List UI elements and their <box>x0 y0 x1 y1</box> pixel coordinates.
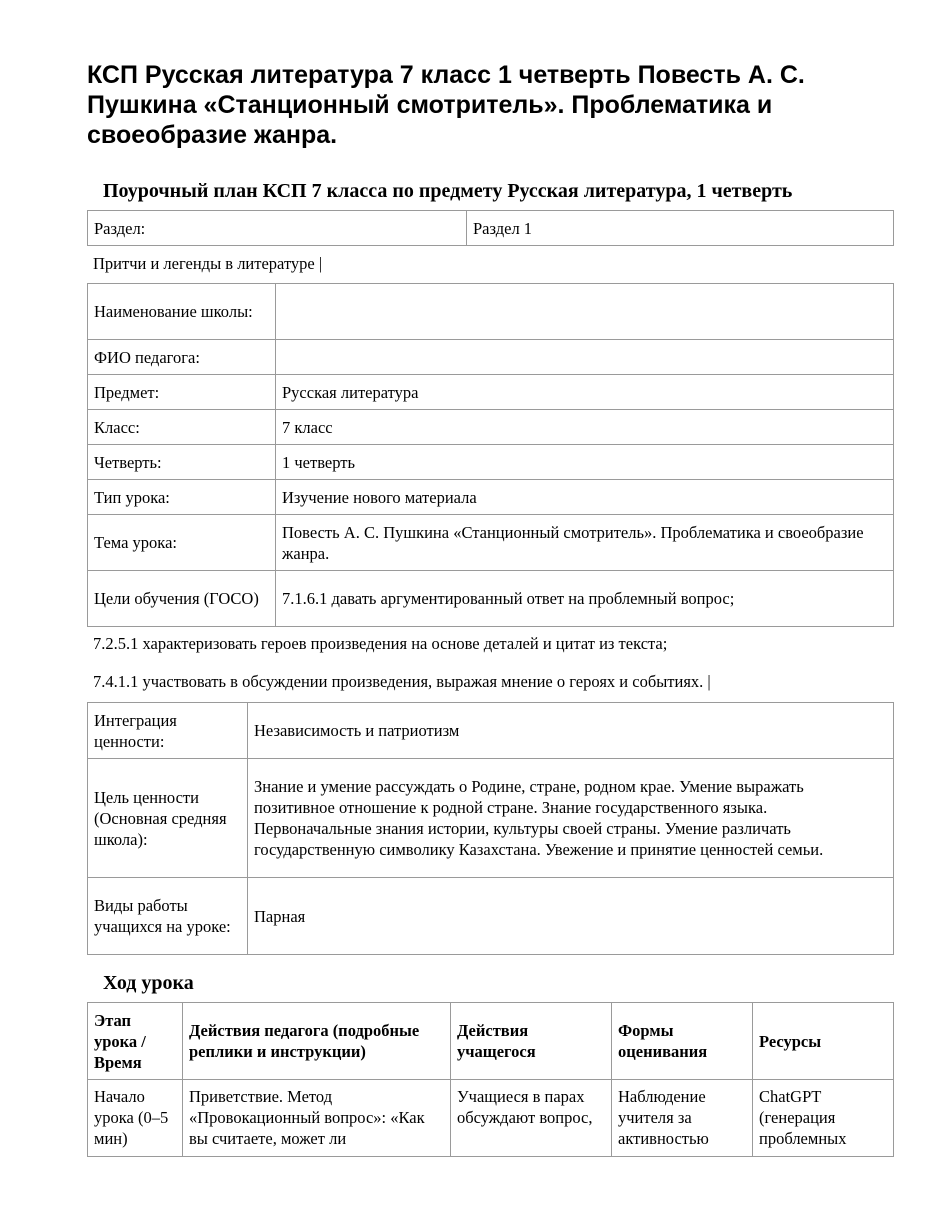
values-label: Цель ценности (Основная средняя школа): <box>88 759 248 878</box>
info-label: Класс: <box>88 410 276 445</box>
info-value: Повесть А. С. Пушкина «Станционный смотритель». Проблематика и своеобразие жанра. <box>276 515 894 571</box>
info-label: Наименование школы: <box>88 284 276 340</box>
goal-line: 7.2.5.1 характеризовать героев произведения на основе деталей и цитат из текста; <box>93 634 668 653</box>
table-cell: Начало урока (0–5 мин) <box>88 1080 183 1157</box>
values-table <box>87 702 894 955</box>
info-label: Тип урока: <box>88 480 276 515</box>
values-value: Знание и умение рассуждать о Родине, стране, родном крае. Умение выражать позитивное отношение к родной стране. Знание государственного языка. Первоначальные знания истории, культуры своей страны. Умение различать государственную символику Казахстана. Увежение и принятие ценностей семьи. <box>248 759 894 878</box>
table-row <box>88 515 894 571</box>
section-table <box>87 210 894 246</box>
table-row <box>88 410 894 445</box>
table-row <box>88 340 894 375</box>
info-value <box>276 340 894 375</box>
info-label: Четверть: <box>88 445 276 480</box>
info-label: Цели обучения (ГОСО) <box>88 571 276 627</box>
plan-heading: Поурочный план КСП 7 класса по предмету Русская литература, 1 четверть <box>103 180 793 202</box>
info-value: Русская литература <box>276 375 894 410</box>
column-header: Действия педагога (подробные реплики и инструкции) <box>183 1003 451 1080</box>
info-table <box>87 283 894 627</box>
column-header: Ресурсы <box>753 1003 894 1080</box>
table-row <box>88 480 894 515</box>
info-value: 1 четверть <box>276 445 894 480</box>
table-row <box>88 211 894 246</box>
section-note: Притчи и легенды в литературе | <box>93 254 323 273</box>
info-label: ФИО педагога: <box>88 340 276 375</box>
info-label: Тема урока: <box>88 515 276 571</box>
info-value <box>276 284 894 340</box>
info-value: Изучение нового материала <box>276 480 894 515</box>
info-label: Предмет: <box>88 375 276 410</box>
values-label: Интеграция ценности: <box>88 703 248 759</box>
section-value: Раздел 1 <box>467 211 894 246</box>
column-header: Этап урока / Время <box>88 1003 183 1080</box>
goal-line: 7.4.1.1 участвовать в обсуждении произведения, выражая мнение о героях и событиях. | <box>93 672 711 691</box>
table-row <box>88 375 894 410</box>
info-value: 7.1.6.1 давать аргументированный ответ на проблемный вопрос; <box>276 571 894 627</box>
column-header: Действия учащегося <box>451 1003 612 1080</box>
values-value: Независимость и патриотизм <box>248 703 894 759</box>
lesson-heading: Ход урока <box>103 972 194 994</box>
table-row <box>88 703 894 759</box>
table-row <box>88 1080 894 1157</box>
table-cell: Приветствие. Метод «Провокационный вопрос»: «Как вы считаете, может ли <box>183 1080 451 1157</box>
table-cell: Наблюдение учителя за активностью <box>612 1080 753 1157</box>
table-cell: Учащиеся в парах обсуждают вопрос, <box>451 1080 612 1157</box>
info-value: 7 класс <box>276 410 894 445</box>
table-row <box>88 571 894 627</box>
table-row <box>88 445 894 480</box>
table-row <box>88 878 894 955</box>
table-header-row <box>88 1003 894 1080</box>
table-cell: ChatGPT (генерация проблемных <box>753 1080 894 1157</box>
column-header: Формы оценивания <box>612 1003 753 1080</box>
lesson-table <box>87 1002 894 1157</box>
table-row <box>88 284 894 340</box>
table-row <box>88 759 894 878</box>
document-title: КСП Русская литература 7 класс 1 четверть Повесть А. С. Пушкина «Станционный смотритель». Проблематика и своеобразие жанра. <box>87 61 805 149</box>
values-value: Парная <box>248 878 894 955</box>
section-label: Раздел: <box>88 211 467 246</box>
values-label: Виды работы учащихся на уроке: <box>88 878 248 955</box>
